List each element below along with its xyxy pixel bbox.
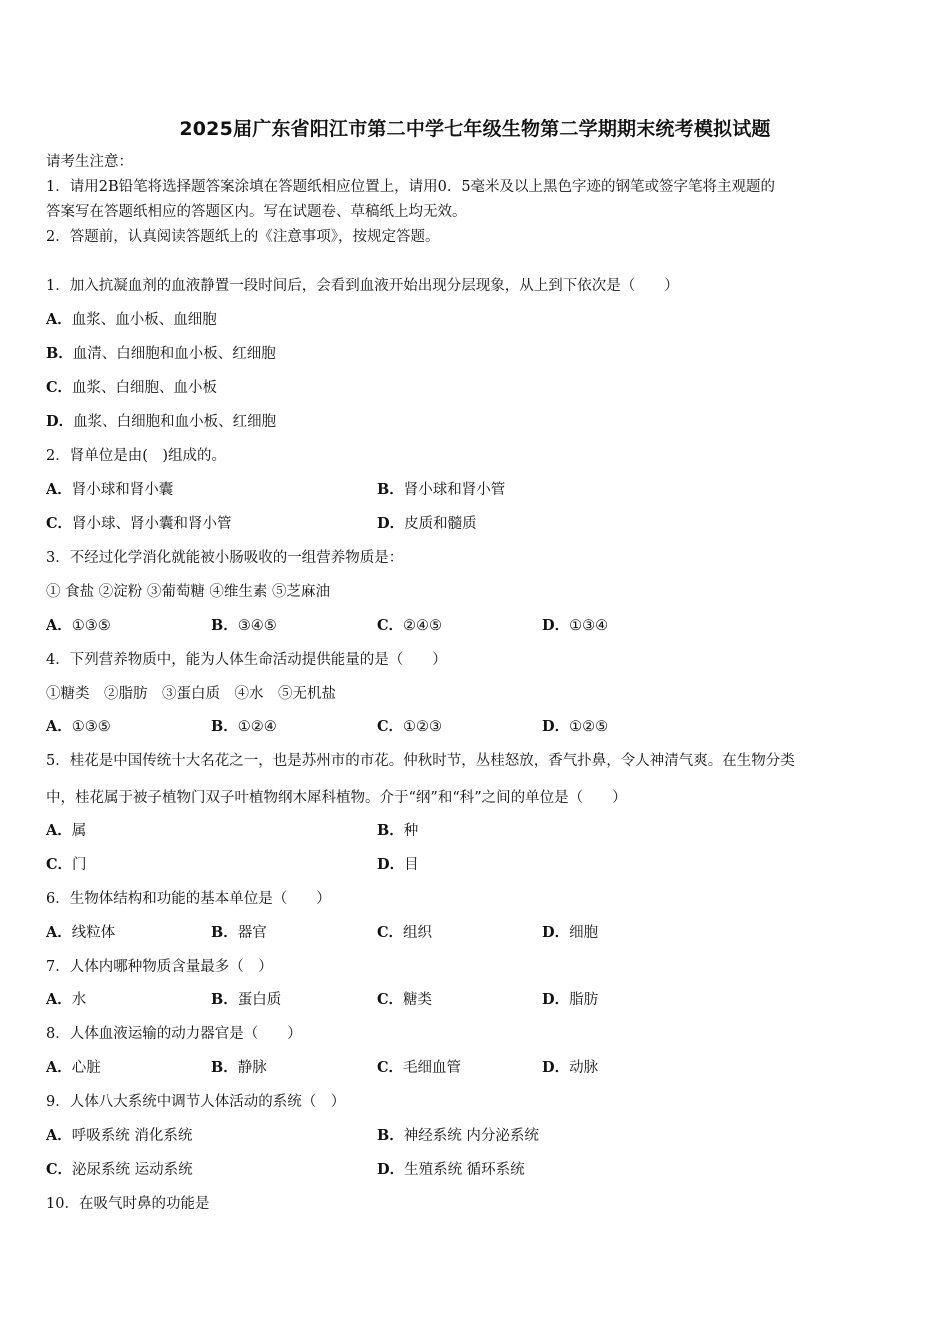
option-text: 心脏	[71, 1060, 101, 1076]
option-text: 器官	[237, 925, 267, 941]
option-text: 血浆、白细胞、血小板	[72, 380, 218, 396]
question-10-stem: 10．在吸气时鼻的功能是	[46, 1196, 210, 1212]
option-text: 组织	[403, 925, 433, 941]
option-text: 毛细血管	[403, 1060, 462, 1076]
option-letter: C．	[46, 379, 73, 396]
q7-option-d	[542, 990, 598, 1010]
q3-option-a	[46, 616, 111, 636]
q1-option-a	[46, 310, 217, 330]
option-letter: B．	[377, 1127, 404, 1144]
option-text: 糖类	[403, 992, 433, 1008]
option-text: 脂肪	[569, 992, 599, 1008]
option-letter: D．	[542, 617, 570, 634]
option-text: 目	[404, 857, 419, 873]
q1-option-b	[46, 344, 276, 364]
option-letter: D．	[46, 413, 74, 430]
option-letter: B．	[211, 718, 238, 735]
option-text: 肾小球和肾小囊	[71, 482, 174, 498]
option-letter: D．	[377, 856, 405, 873]
option-letter: A．	[46, 481, 72, 498]
option-letter: B．	[377, 822, 404, 839]
page-title: 2025届广东省阳江市第二中学七年级生物第二学期期末统考模拟试题	[179, 118, 771, 140]
question-5-stem: 5．桂花是中国传统十大名花之一，也是苏州市的市花。仲秋时节，丛桂怒放，香气扑鼻，令人神清气爽。在生物分类	[46, 753, 795, 769]
option-letter: B．	[46, 345, 73, 362]
option-text: ①②③	[403, 719, 443, 735]
option-text: 血浆、血小板、血细胞	[71, 312, 217, 328]
question-6-stem: 6．生物体结构和功能的基本单位是（ ）	[46, 891, 331, 907]
option-letter: D．	[377, 1161, 405, 1178]
q3-option-d	[542, 616, 608, 636]
q2-option-c	[46, 514, 232, 534]
question-4-items: ①糖类 ②脂肪 ③蛋白质 ④水 ⑤无机盐	[46, 686, 336, 702]
q7-option-b	[211, 990, 281, 1010]
option-letter: C．	[377, 617, 404, 634]
option-letter: B．	[211, 924, 238, 941]
q9-option-b	[377, 1126, 539, 1146]
q7-option-a	[46, 990, 86, 1010]
q5-option-d	[377, 855, 419, 875]
option-letter: D．	[542, 718, 570, 735]
option-letter: A．	[46, 822, 72, 839]
option-letter: A．	[46, 991, 72, 1008]
option-text: 皮质和髓质	[404, 516, 477, 532]
question-3-items: ① 食盐 ②淀粉 ③葡萄糖 ④维生素 ⑤芝麻油	[46, 584, 331, 600]
option-letter: D．	[542, 991, 570, 1008]
option-text: ③④⑤	[237, 618, 277, 634]
option-letter: A．	[46, 311, 72, 328]
question-8-stem: 8．人体血液运输的动力器官是（ ）	[46, 1026, 302, 1042]
q4-option-b	[211, 717, 277, 737]
notice-line-1: 1．请用2B铅笔将选择题答案涂填在答题纸相应位置上，请用0．5毫米及以上黑色字迹的钢笔或签字笔将主观题的	[46, 179, 776, 195]
notice-heading: 请考生注意：	[46, 154, 133, 170]
question-2-stem: 2．肾单位是由( )组成的。	[46, 448, 227, 464]
q6-option-c	[377, 923, 432, 943]
q9-option-a	[46, 1126, 192, 1146]
option-text: 动脉	[569, 1060, 599, 1076]
option-letter: C．	[377, 924, 404, 941]
option-text: 肾小球和肾小管	[403, 482, 506, 498]
option-letter: A．	[46, 1127, 72, 1144]
option-letter: B．	[211, 617, 238, 634]
option-text: 泌尿系统 运动系统	[72, 1162, 193, 1178]
option-text: 神经系统 内分泌系统	[403, 1128, 539, 1144]
option-letter: D．	[542, 1059, 570, 1076]
option-letter: A．	[46, 718, 72, 735]
q8-option-a	[46, 1058, 101, 1078]
q3-option-c	[377, 616, 442, 636]
option-text: 种	[403, 823, 419, 839]
option-text: 血清、白细胞和血小板、红细胞	[72, 346, 276, 362]
q8-option-d	[542, 1058, 598, 1078]
q9-option-d	[377, 1160, 525, 1180]
option-letter: B．	[211, 1059, 238, 1076]
option-letter: A．	[46, 1059, 72, 1076]
notice-line-2: 答案写在答题纸相应的答题区内。写在试题卷、草稿纸上均无效。	[46, 204, 467, 220]
option-letter: D．	[377, 515, 405, 532]
q2-option-b	[377, 480, 505, 500]
option-letter: D．	[542, 924, 570, 941]
option-text: ①③⑤	[71, 719, 111, 735]
q6-option-b	[211, 923, 267, 943]
q8-option-b	[211, 1058, 267, 1078]
option-text: ②④⑤	[403, 618, 443, 634]
question-1-stem: 1．加入抗凝血剂的血液静置一段时间后，会看到血液开始出现分层现象，从上到下依次是（ ）	[46, 278, 679, 294]
option-text: 门	[72, 857, 87, 873]
option-text: ①③④	[569, 618, 609, 634]
q7-option-c	[377, 990, 432, 1010]
question-7-stem: 7．人体内哪种物质含量最多（ ）	[46, 959, 273, 975]
question-3-stem: 3．不经过化学消化就能被小肠吸收的一组营养物质是：	[46, 550, 404, 566]
option-letter: C．	[377, 718, 404, 735]
q6-option-d	[542, 923, 598, 943]
q8-option-c	[377, 1058, 461, 1078]
option-text: 蛋白质	[237, 992, 282, 1008]
option-text: ①③⑤	[71, 618, 111, 634]
option-letter: C．	[377, 991, 404, 1008]
q5-option-c	[46, 855, 87, 875]
option-text: ①②④	[237, 719, 277, 735]
question-4-stem: 4．下列营养物质中，能为人体生命活动提供能量的是（ ）	[46, 652, 447, 668]
q6-option-a	[46, 923, 115, 943]
option-letter: C．	[46, 1161, 73, 1178]
q1-option-c	[46, 378, 217, 398]
q2-option-a	[46, 480, 173, 500]
option-text: ①②⑤	[569, 719, 609, 735]
option-letter: B．	[211, 991, 238, 1008]
option-letter: A．	[46, 617, 72, 634]
option-letter: C．	[46, 856, 73, 873]
q5-option-a	[46, 821, 86, 841]
question-5-stem-cont: 中，桂花属于被子植物门双子叶植物纲木犀科植物。介于“纲”和“科”之间的单位是（ ）	[46, 790, 627, 806]
option-text: 呼吸系统 消化系统	[71, 1128, 193, 1144]
q9-option-c	[46, 1160, 193, 1180]
option-letter: A．	[46, 924, 72, 941]
option-letter: B．	[377, 481, 404, 498]
q3-option-b	[211, 616, 277, 636]
option-text: 线粒体	[71, 925, 116, 941]
option-text: 肾小球、肾小囊和肾小管	[72, 516, 232, 532]
notice-line-3: 2．答题前，认真阅读答题纸上的《注意事项》，按规定答题。	[46, 229, 440, 245]
option-text: 血浆、白细胞和血小板、红细胞	[73, 414, 277, 430]
q5-option-b	[377, 821, 418, 841]
q2-option-d	[377, 514, 477, 534]
option-text: 水	[71, 992, 87, 1008]
option-text: 静脉	[237, 1060, 267, 1076]
q1-option-d	[46, 412, 276, 432]
q4-option-a	[46, 717, 111, 737]
question-9-stem: 9．人体八大系统中调节人体活动的系统（ ）	[46, 1094, 346, 1110]
option-text: 细胞	[569, 925, 599, 941]
q4-option-d	[542, 717, 608, 737]
option-letter: C．	[46, 515, 73, 532]
option-letter: C．	[377, 1059, 404, 1076]
option-text: 属	[71, 823, 87, 839]
q4-option-c	[377, 717, 442, 737]
option-text: 生殖系统 循环系统	[404, 1162, 525, 1178]
